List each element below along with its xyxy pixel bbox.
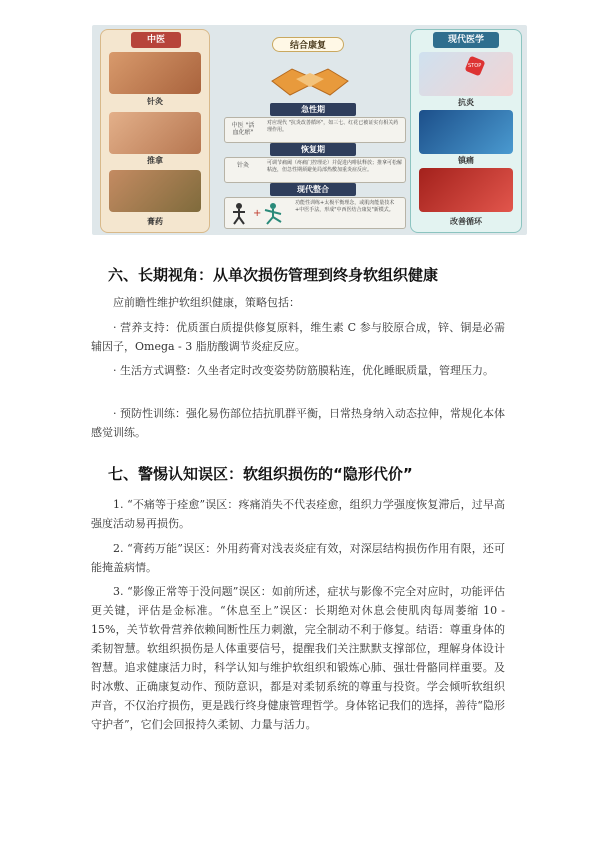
infographic-image (92, 25, 527, 235)
plaster-illustration (109, 170, 201, 212)
circulation-illustration (419, 168, 513, 212)
section6-item-nutrition: · 营养支持：优质蛋白质提供修复原料，维生素 C 参与胶原合成，锌、铜是必需辅因子，Omega - 3 脂肪酸调节炎症反应。 (91, 321, 505, 353)
athletes-icon (229, 201, 289, 225)
modern-caption-analgesia: 镇痛 (458, 156, 474, 165)
section6-item-lifestyle: · 生活方式调整：久坐者定时改变姿势防筋膜粘连，优化睡眠质量，管理压力。 (113, 364, 494, 377)
tcm-caption-plaster: 膏药 (147, 217, 163, 226)
stage-recovery: 恢复期 (270, 143, 356, 156)
anti-inflammation-illustration (419, 52, 513, 96)
stage-row-integration (224, 197, 406, 229)
analgesia-illustration (419, 110, 513, 154)
stop-sign-icon: STOP (465, 56, 486, 77)
section7-item-1: 1. “不痛等于痊愈”误区：疼痛消失不代表痊愈，组织力学强度恢复滞后，过早高强度活动易再损伤。 (91, 498, 505, 530)
tcm-caption-acupuncture: 针灸 (147, 97, 163, 106)
stage-tag: 针灸 (236, 162, 249, 169)
stage-integration: 现代整合 (270, 183, 356, 196)
tcm-title: 中医 (131, 32, 181, 48)
stage-row-acute (224, 117, 406, 143)
section-heading-6: 六、长期视角：从单次损伤管理到终身软组织健康 (108, 266, 439, 284)
handshake-icon (270, 55, 350, 99)
stage-acute: 急性期 (270, 103, 356, 116)
modern-caption-anti-inflammation: 抗炎 (458, 98, 474, 107)
section7-item-3: 3. “影像正常等于没问题”误区：如前所述，症状与影像不完全对应时，功能评估更关键，评估是金标准。“休息至上”误区：长期绝对休息会使肌肉每周萎缩 10 - 15%，关节软骨营养依赖间断性压力刺激，完全制动不利于修复。结语：尊重身体的柔韧智慧。软组织损伤是人体重要信号，提醒我们关注默默支撑部位，理解身体设计智慧。追求健康活力时，科学认知与维护软组织和锻炼心肺、强壮骨骼同样重要。及时冰敷、正确康复动作、预防意识，都是对柔韧系统的尊重与投资。学会倾听软组织声音，不仅治疗损伤，更是践行终身健康管理哲学。身体铭记我们的选择，善待“隐形守护者”，它们会回报持久柔韧、力量与活力。 (91, 585, 505, 731)
modern-caption-circulation: 改善循环 (450, 217, 482, 226)
stage-desc: 功能性训练+太极平衡理念，或肌肉能量技术+中医手法，形成"中西医结合康复"新模式。 (295, 200, 395, 213)
modern-title: 现代医学 (433, 32, 499, 48)
section6-item-prevention: · 预防性训练：强化易伤部位拮抗肌群平衡，日常热身纳入动态拉伸，常规化本体感觉训练。 (91, 407, 505, 439)
tcm-panel (100, 29, 210, 233)
section6-intro: 应前瞻性维护软组织健康，策略包括： (113, 296, 300, 309)
center-title: 结合康复 (272, 37, 344, 52)
acupuncture-illustration (109, 52, 201, 94)
section7-item-2: 2. “膏药万能”误区：外用药膏对浅表炎症有效，对深层结构损伤作用有限，还可能掩盖病情。 (91, 542, 505, 574)
modern-medicine-panel (410, 29, 522, 233)
tcm-caption-massage: 推拿 (147, 156, 163, 165)
svg-text:+: + (253, 208, 262, 219)
section-heading-7: 七、警惕认知误区：软组织损伤的“隐形代价” (108, 465, 413, 483)
stage-desc: 对应现代 "抗炎改善循环"，如三七、红花已被证实有相关药理作用。 (267, 120, 399, 133)
stage-row-recovery (224, 157, 406, 183)
stage-desc: 可调节痛阈（疼痛门控理论）并促进内啡肽释放；推拿可松解粘连，但急性期须避免局部热敷加重炎症反应。 (267, 160, 403, 173)
stage-tag: 中医 "活血化瘀" (231, 122, 255, 136)
massage-illustration (109, 112, 201, 154)
